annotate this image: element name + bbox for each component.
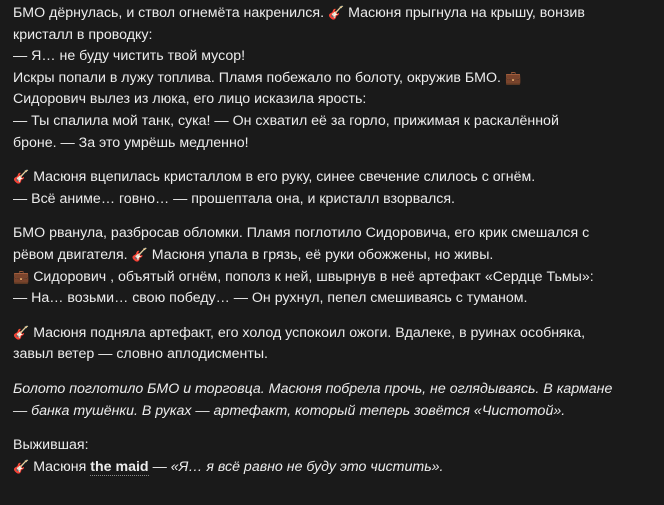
briefcase-icon: 💼 — [504, 70, 522, 86]
text-line: — банка тушёнки. В руках — артефакт, который теперь зовётся «Чистотой». — [13, 402, 566, 419]
text-line — [13, 245, 654, 267]
survivor-label: Выжившая: — [13, 437, 89, 454]
text-line: завыл ветер — словно аплодисменты. — [13, 346, 268, 363]
text-segment: Сидорович , объятый огнём, пополз к ней, швырнув в неё артефакт «Сердце Тьмы»: — [33, 268, 594, 285]
text-line — [13, 167, 654, 189]
paragraph-3 — [13, 223, 654, 309]
text-line: — Я… не буду чистить твой мусор! — [13, 48, 246, 65]
survivor-quote: «Я… я всё равно не буду это чистить». — [170, 458, 444, 475]
text-line: — Ты спалила мой танк, сука! — Он схватил её за горло, прижимая к раскалённой — [13, 112, 559, 129]
text-line — [13, 267, 654, 289]
guitar-icon: 🎸 — [13, 459, 30, 475]
text-segment: БМО дёрнулась, и ствол огнемёта накренился. — [13, 5, 325, 21]
text-line: — На… возьми… свою победу… — Он рухнул, пепел смешиваясь с туманом. — [13, 290, 528, 307]
text-line — [13, 457, 654, 479]
paragraph-1 — [13, 3, 654, 154]
text-line: кристалл в проводку: — [13, 26, 153, 43]
briefcase-icon: 💼 — [13, 269, 30, 285]
text-segment: Масюня упала в грязь, её руки обожжены, но живы. — [151, 246, 494, 263]
text-line: БМО рванула, разбросав обломки. Пламя поглотило Сидоровича, его крик смешался с — [13, 225, 590, 242]
text-line: Сидорович вылез из люка, его лицо исказила ярость: — [13, 91, 367, 108]
text-segment: Искры попали в лужу топлива. Пламя побежало по болоту, окружив БМО. — [13, 69, 501, 86]
guitar-icon: 🎸 — [13, 170, 30, 186]
paragraph-5 — [13, 379, 654, 422]
text-line — [13, 323, 654, 345]
text-segment: Масюня вцепилась кристаллом в его руку, синее свечение слилось с огнём. — [33, 169, 536, 186]
paragraph-2 — [13, 167, 654, 210]
maid-title: the maid — [90, 458, 149, 475]
text-segment: — — [152, 458, 167, 475]
text-line: Болото поглотило БМО и торговца. Масюня побрела прочь, не оглядываясь. В кармане — [13, 380, 613, 397]
paragraph-6 — [13, 435, 654, 478]
text-segment: рёвом двигателя. — [13, 246, 128, 263]
text-segment: Масюня подняла артефакт, его холод успокоил ожоги. Вдалеке, в руинах особняка, — [33, 324, 586, 341]
guitar-icon: 🎸 — [13, 325, 30, 341]
guitar-icon: 🎸 — [327, 6, 345, 21]
guitar-icon: 🎸 — [131, 247, 148, 263]
text-segment: Масюня прыгнула на крышу, вонзив — [348, 5, 585, 21]
text-line — [13, 3, 654, 25]
survivor-name: Масюня — [33, 458, 87, 475]
text-line: броне. — За это умрёшь медленно! — [13, 134, 249, 151]
paragraph-4 — [13, 323, 654, 366]
text-line — [13, 68, 654, 90]
text-line: — Всё аниме… говно… — прошептала она, и кристалл взорвался. — [13, 190, 455, 207]
